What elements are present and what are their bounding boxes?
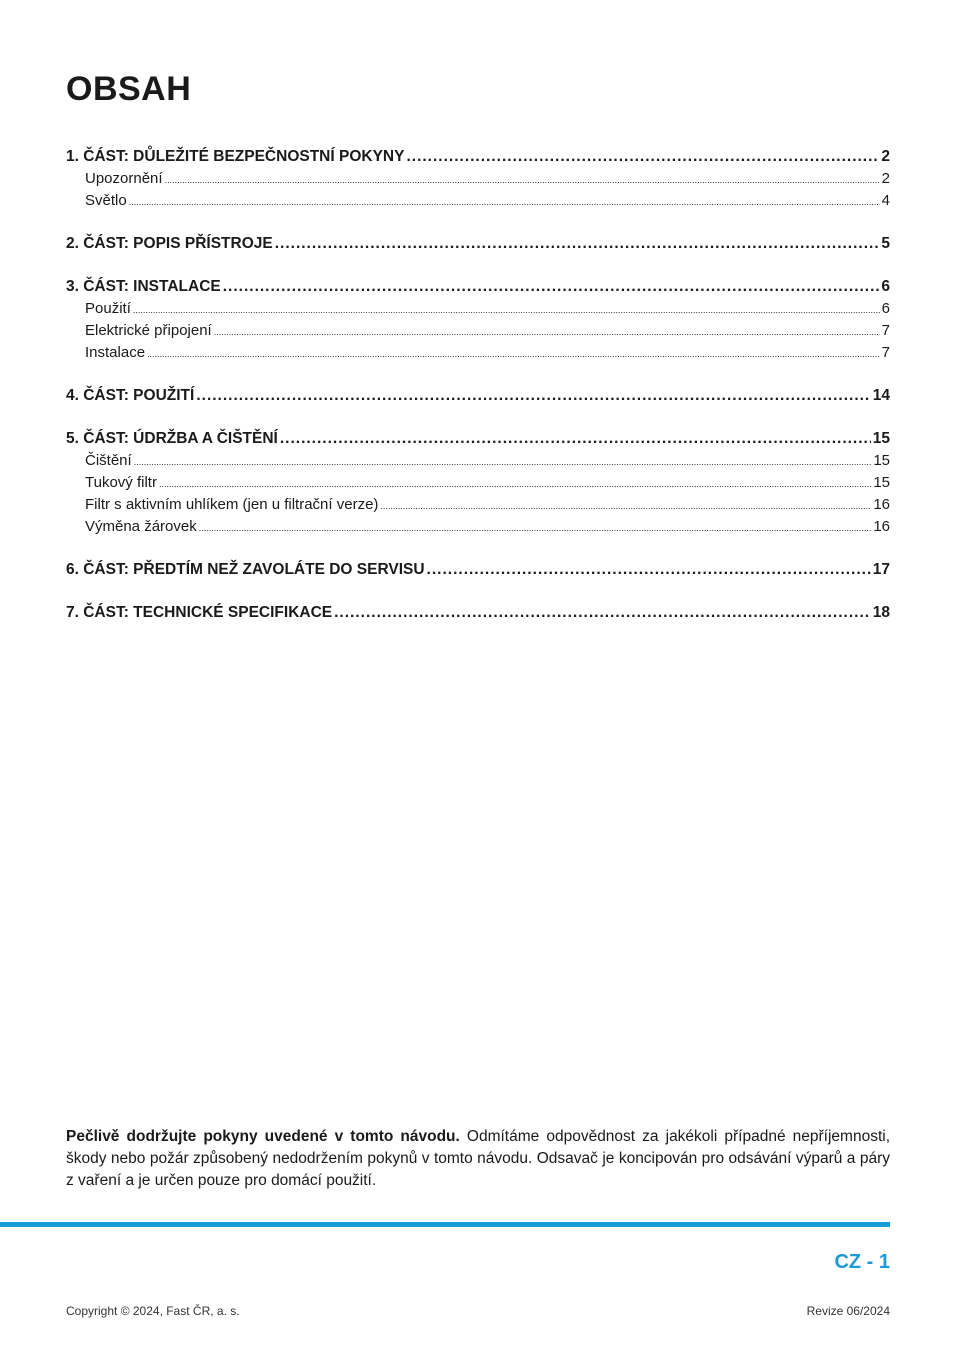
- toc-subentry-label: Výměna žárovek: [85, 518, 197, 535]
- copyright-text: Copyright © 2024, Fast ČR, a. s.: [66, 1304, 240, 1318]
- footer-divider: [0, 1222, 890, 1227]
- toc-entry-page: 5: [881, 235, 890, 252]
- toc-subentry-label: Světlo: [85, 192, 127, 209]
- toc-entry-page: 2: [881, 148, 890, 165]
- toc-leader-dots: [380, 494, 871, 517]
- usage-notice: [66, 1126, 890, 1192]
- toc-section: [66, 602, 890, 624]
- toc-leader-dots: [406, 146, 879, 168]
- toc-subentry-label: Upozornění: [85, 170, 163, 187]
- toc-subentry-label: Instalace: [85, 344, 146, 361]
- toc-subentry[interactable]: [66, 320, 890, 342]
- toc-subentry[interactable]: [66, 342, 890, 364]
- toc-leader-dots: [275, 233, 880, 255]
- toc-subentry-page: 4: [881, 192, 890, 209]
- toc-entry[interactable]: [66, 276, 890, 298]
- toc-entry-page: 15: [872, 430, 890, 447]
- toc-subentry[interactable]: [66, 450, 890, 472]
- toc-leader-dots: [129, 190, 880, 213]
- toc-leader-dots: [280, 428, 871, 450]
- toc-section: [66, 559, 890, 581]
- toc-subentry-label: Čištění: [85, 452, 132, 469]
- toc-section: [66, 385, 890, 407]
- toc-subentry-label: Použití: [85, 300, 131, 317]
- toc-entry-label: 2. ČÁST: POPIS PŘÍSTROJE: [66, 235, 273, 252]
- toc-subentry-page: 7: [881, 344, 890, 361]
- toc-subentry-page: 7: [881, 322, 890, 339]
- toc-subentry-page: 15: [873, 452, 890, 469]
- toc-subentry[interactable]: [66, 168, 890, 190]
- toc-leader-dots: [159, 472, 871, 495]
- toc-leader-dots: [147, 342, 880, 365]
- toc-section: [66, 146, 890, 212]
- toc-entry[interactable]: [66, 385, 890, 407]
- toc-leader-dots: [214, 320, 880, 343]
- usage-notice-emphasis: Pečlivě dodržujte pokyny uvedené v tomto návodu.: [66, 1128, 460, 1145]
- page-number: CZ - 1: [834, 1251, 890, 1273]
- toc-subentry-page: 16: [873, 496, 890, 513]
- toc-subentry-page: 16: [873, 518, 890, 535]
- toc-entry-label: 1. ČÁST: DŮLEŽITÉ BEZPEČNOSTNÍ POKYNY: [66, 148, 405, 165]
- toc-entry[interactable]: [66, 146, 890, 168]
- toc-entry-page: 14: [872, 387, 890, 404]
- toc-leader-dots: [334, 602, 871, 624]
- toc-entry[interactable]: [66, 559, 890, 581]
- toc-section: [66, 233, 890, 255]
- toc-entry-label: 7. ČÁST: TECHNICKÉ SPECIFIKACE: [66, 604, 333, 621]
- toc-entry-page: 6: [881, 278, 890, 295]
- toc-leader-dots: [199, 516, 872, 539]
- toc-subentry-label: Elektrické připojení: [85, 322, 212, 339]
- toc-subentry[interactable]: [66, 190, 890, 212]
- toc-leader-dots: [165, 168, 880, 191]
- toc-subentry-label: Tukový filtr: [85, 474, 157, 491]
- toc-section: [66, 276, 890, 364]
- toc-leader-dots: [134, 450, 872, 473]
- toc-entry-label: 6. ČÁST: PŘEDTÍM NEŽ ZAVOLÁTE DO SERVISU: [66, 561, 425, 578]
- toc-subentry-page: 15: [873, 474, 890, 491]
- usage-notice-text: Odmítáme odpovědnost za jakékoli případné nepříjemnosti, škody nebo požár způsobený nedodržením pokynů v tomto návodu. Odsavač je koncipován pro odsávání výparů a páry z vaření a je určen pouze pro domácí použití.: [66, 1128, 890, 1189]
- toc-leader-dots: [427, 559, 871, 581]
- toc-entry-page: 18: [872, 604, 890, 621]
- toc-entry-label: 4. ČÁST: POUŽITÍ: [66, 387, 195, 404]
- toc-subentry-page: 6: [881, 300, 890, 317]
- toc-leader-dots: [223, 276, 880, 298]
- toc-subentry-label: Filtr s aktivním uhlíkem (jen u filtrační verze): [85, 496, 379, 513]
- page-title: OBSAH: [66, 70, 192, 108]
- toc-section: [66, 428, 890, 538]
- toc-entry-label: 5. ČÁST: ÚDRŽBA A ČIŠTĚNÍ: [66, 430, 278, 447]
- toc-entry-page: 17: [872, 561, 890, 578]
- toc-subentry[interactable]: [66, 298, 890, 320]
- toc-subentry-page: 2: [881, 170, 890, 187]
- toc-entry[interactable]: [66, 602, 890, 624]
- toc-entry[interactable]: [66, 233, 890, 255]
- toc-subentry[interactable]: [66, 494, 890, 516]
- toc-subentry[interactable]: [66, 472, 890, 494]
- toc-subentry[interactable]: [66, 516, 890, 538]
- toc-leader-dots: [133, 298, 880, 321]
- toc-entry-label: 3. ČÁST: INSTALACE: [66, 278, 221, 295]
- revision-text: Revize 06/2024: [806, 1304, 890, 1318]
- toc-entry[interactable]: [66, 428, 890, 450]
- toc-leader-dots: [196, 385, 870, 407]
- table-of-contents: [66, 146, 890, 645]
